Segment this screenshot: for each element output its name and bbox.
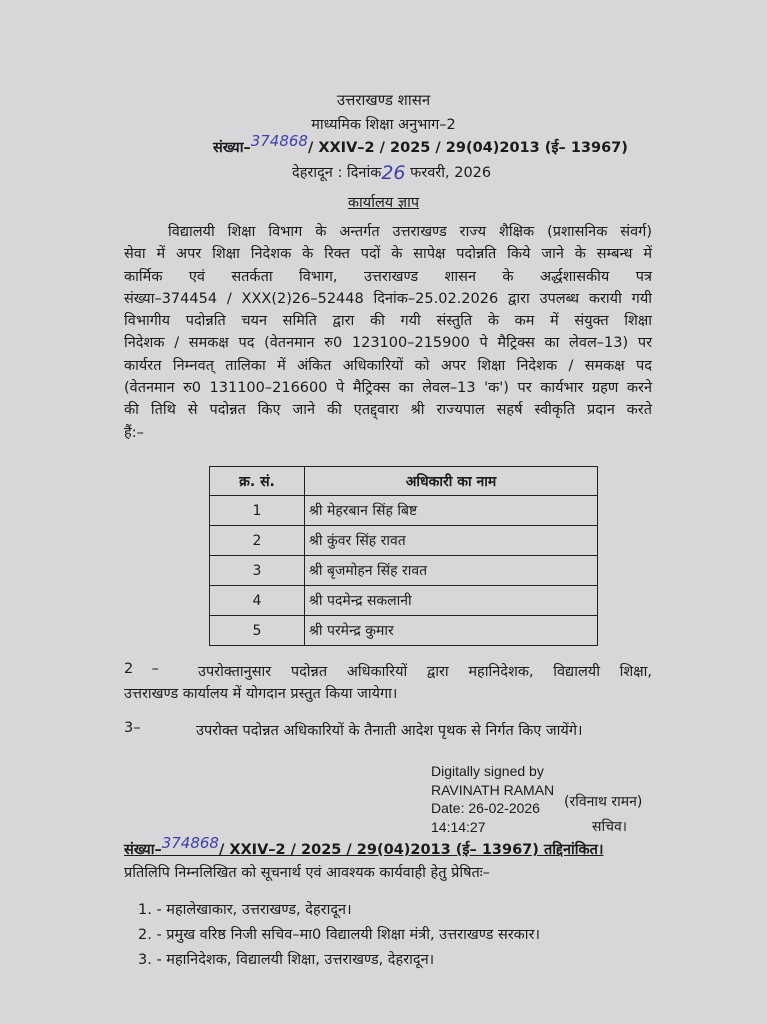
para2-line: उपरोक्तानुसार पदोन्नत अधिकारियों द्वारा महानिदेशक, विद्यालयी शिक्षा,: [198, 664, 652, 680]
serial-cell: 2: [210, 526, 305, 556]
officer-name-cell: श्री पदमेन्द्र सकलानी: [305, 586, 598, 616]
signatory-designation: सचिव।: [592, 819, 628, 835]
para1-line: हैं:–: [124, 424, 144, 441]
memo-title: कार्यालय ज्ञाप: [347, 195, 420, 211]
table-row: [210, 556, 598, 586]
para2-line: उत्तराखण्ड कार्यालय में योगदान प्रस्तुत किया जायेगा।: [124, 686, 398, 702]
signature-line: Date: 26-02-2026: [431, 800, 540, 816]
para1-line: निदेशक / समकक्ष पद (वेतनमान रु0 123100–215900 पे मैट्रिक्स का लेवल–13) पर: [124, 335, 652, 352]
para3-number: 3–: [124, 720, 141, 736]
para1-line: कार्मिक एवं सतर्कता विभाग, उत्तराखण्ड शासन के अर्द्धशासकीय पत्र: [124, 268, 652, 285]
date-handwritten: 26: [381, 162, 406, 184]
para1-line: कार्यरत निम्नवत् तालिका में अंकित अधिकारियों को अपर शिक्षा निदेशक / समकक्ष पद: [124, 357, 652, 374]
ref-prefix: संख्या–: [213, 140, 251, 156]
para1-line: की तिथि से पदोन्नत किए जाने की एतद्द्वारा श्री राज्यपाल सहर्ष स्वीकृति प्रदान करते: [124, 402, 652, 419]
col-header-serial: क्र. सं.: [210, 467, 305, 496]
para1-line: विभागीय पदोन्नति चयन समिति द्वारा की गयी संस्तुति के कम में संयुक्त शिक्षा: [124, 313, 652, 330]
para3-text: उपरोक्त पदोन्नत अधिकारियों के तैनाती आदेश पृथक से निर्गत किए जायेंगे।: [196, 723, 583, 739]
table-row: [210, 616, 598, 646]
date-suffix: फरवरी, 2026: [405, 165, 492, 181]
list-item: 1. - महालेखाकार, उत्तराखण्ड, देहरादून।: [138, 902, 352, 918]
table-row: [210, 586, 598, 616]
ref-handwritten-number: 374868: [250, 132, 308, 150]
serial-cell: 1: [210, 496, 305, 526]
signature-line: Digitally signed by: [431, 763, 544, 779]
endorsement-prefix: संख्या–: [124, 842, 162, 858]
officer-name-cell: श्री बृजमोहन सिंह रावत: [305, 556, 598, 586]
endorsement-handwritten-number: 374868: [161, 834, 219, 852]
para1-line: संख्या–374454 / XXX(2)26–52448 दिनांक–25.02.2026 द्वारा उपलब्ध करायी गयी: [124, 290, 652, 307]
serial-cell: 5: [210, 616, 305, 646]
signature-line: 14:14:27: [431, 818, 486, 835]
signature-line: RAVINATH RAMAN: [431, 781, 555, 798]
para1-line: विद्यालयी शिक्षा विभाग के अन्तर्गत उत्तराखण्ड राज्य शैक्षिक (प्रशासनिक संवर्ग): [168, 224, 652, 240]
endorsement-reference: [124, 834, 604, 859]
para2-number: 2 –: [124, 661, 159, 677]
officer-name-cell: श्री परमेन्द्र कुमार: [305, 616, 598, 646]
endorsement-suffix: / XXIV–2 / 2025 / 29(04)2013 (ई– 13967) तद्दिनांकित।: [218, 842, 604, 858]
date-prefix: देहरादून : दिनांक: [292, 165, 382, 181]
issue-date: [292, 160, 491, 182]
officer-name-cell: श्री कुंवर सिंह रावत: [305, 526, 598, 556]
para1-line: सेवा में अपर शिक्षा निदेशक के रिक्त पदों के सापेक्ष पदोन्नति किये जाने के सम्बन्ध में: [124, 246, 652, 263]
officers-table: [209, 466, 598, 646]
serial-cell: 3: [210, 556, 305, 586]
table-row: [210, 526, 598, 556]
col-header-name: अधिकारी का नाम: [305, 467, 598, 496]
reference-number: [213, 132, 628, 157]
table-header-row: [210, 467, 598, 496]
list-item: 3. - महानिदेशक, विद्यालयी शिक्षा, उत्तराखण्ड, देहरादून।: [138, 952, 435, 968]
govt-title: उत्तराखण्ड शासन: [336, 91, 431, 109]
signatory-name: (रविनाथ रामन): [564, 794, 643, 810]
ref-suffix: / XXIV–2 / 2025 / 29(04)2013 (ई– 13967): [307, 140, 628, 156]
list-item: 2. - प्रमुख वरिष्ठ निजी सचिव–मा0 विद्यालयी शिक्षा मंत्री, उत्तराखण्ड सरकार।: [138, 927, 540, 943]
serial-cell: 4: [210, 586, 305, 616]
section-title: माध्यमिक शिक्षा अनुभाग–2: [311, 117, 456, 133]
officer-name-cell: श्री मेहरबान सिंह बिष्ट: [305, 496, 598, 526]
table-row: [210, 496, 598, 526]
paragraph-1: [124, 221, 652, 444]
digital-signature: [431, 762, 554, 836]
endorsement-intro: प्रतिलिपि निम्नलिखित को सूचनार्थ एवं आवश्यक कार्यवाही हेतु प्रेषितः–: [124, 865, 490, 881]
recipients-list: [138, 898, 540, 973]
para1-line: (वेतनमान रु0 131100–216600 पे मैट्रिक्स का लेवल–13 'क') पर कार्यभार ग्रहण करने: [124, 380, 652, 397]
